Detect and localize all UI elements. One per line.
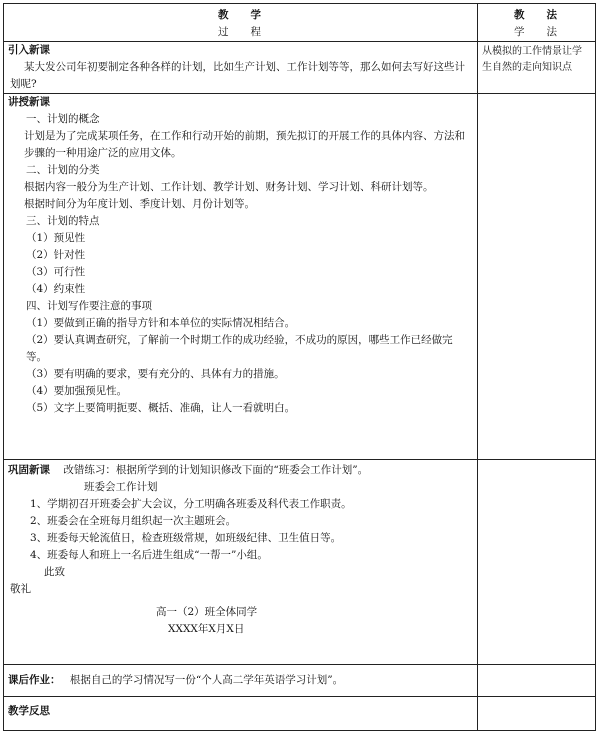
intro-text: 某大发公司年初要制定各种各样的计划，比如生产计划、工作计划等等，那么如何去写好这些计划呢? <box>10 61 465 90</box>
homework-text: 根据自己的学习情况写一份“个人高二学年英语学习计划”。 <box>69 674 344 686</box>
reflection-method-cell <box>478 697 596 731</box>
consolidate-row <box>4 460 596 665</box>
teach-line: （4）要加强预见性。 <box>26 385 128 397</box>
homework-method-cell <box>478 665 596 697</box>
teach-title: 讲授新课 <box>8 96 50 108</box>
intro-title: 引入新课 <box>8 44 50 56</box>
plan-item: 2、班委会在全班每月组织起一次主题班会。 <box>30 515 237 527</box>
lesson-plan-page <box>3 3 595 731</box>
homework-cell <box>4 665 478 697</box>
plan-item: 1、学期初召开班委会扩大会议，分工明确各班委及科代表工作职责。 <box>30 498 352 510</box>
teach-line: （3）可行性 <box>26 266 86 278</box>
header-method-cell <box>478 4 596 42</box>
homework-row <box>4 665 596 697</box>
consolidate-title: 巩固新课 <box>8 464 50 476</box>
reflection-title: 教学反思 <box>8 705 50 717</box>
plan-item: 4、班委每人和班上一名后进生组成“一帮一”小组。 <box>30 549 268 561</box>
teach-line: 根据内容一般分为生产计划、工作计划、教学计划、财务计划、学习计划、科研计划等。 <box>24 181 434 193</box>
teach-line: 一、计划的概念 <box>26 113 100 125</box>
intro-row <box>4 42 596 94</box>
teach-line: 三、计划的特点 <box>26 215 100 227</box>
plan-closing-2: 敬礼 <box>10 583 31 595</box>
teach-line: 四、计划写作要注意的事项 <box>26 300 152 312</box>
teach-row <box>4 94 596 460</box>
teach-line: （1）预见性 <box>26 232 86 244</box>
teach-line: （2）针对性 <box>26 249 86 261</box>
consolidate-task: 改错练习：根据所学到的计划知识修改下面的“班委会工作计划”。 <box>63 464 369 476</box>
plan-doc-title: 班委会工作计划 <box>84 481 158 493</box>
reflection-cell <box>4 697 478 731</box>
teach-line: （1）要做到正确的指导方针和本单位的实际情况相结合。 <box>26 317 296 329</box>
consolidate-method-cell <box>478 460 596 665</box>
intro-cell <box>4 42 478 94</box>
plan-signature: 高一（2）班全体同学 <box>156 606 258 618</box>
plan-item: 3、班委每天轮流值日，检查班级常规，如班级纪律、卫生值日等。 <box>30 532 342 544</box>
header-col2-line1: 教法 <box>514 9 579 21</box>
plan-closing-1: 此致 <box>44 566 65 578</box>
header-process-cell <box>4 4 478 42</box>
teach-cell <box>4 94 478 460</box>
header-row <box>4 4 596 42</box>
lesson-plan-table <box>3 3 596 731</box>
intro-method-text: 从模拟的工作情景让学生自然的走向知识点 <box>482 46 582 73</box>
teach-line: （4）约束性 <box>26 283 86 295</box>
homework-title: 课后作业： <box>8 674 61 686</box>
teach-line: （2）要认真调查研究，了解前一个时期工作的成功经验，不成功的原因，哪些工作已经做完等。 <box>26 334 453 363</box>
teach-line: 二、计划的分类 <box>26 164 100 176</box>
header-col2-line2: 学法 <box>514 26 579 38</box>
header-col1-line2: 过程 <box>218 26 283 38</box>
teach-line: （5）文字上要简明扼要、概括、准确，让人一看就明白。 <box>26 402 296 414</box>
header-col1-line1: 教学 <box>218 9 283 21</box>
intro-method-cell <box>478 42 596 94</box>
teach-line: 计划是为了完成某项任务，在工作和行动开始的前期，预先拟订的开展工作的具体内容、方法和步骤的一种用途广泛的应用文体。 <box>24 130 465 159</box>
teach-line: （3）要有明确的要求，要有充分的、具体有力的措施。 <box>26 368 285 380</box>
plan-date: XXXX年X月X日 <box>168 623 245 635</box>
consolidate-cell <box>4 460 478 665</box>
homework-line <box>4 672 477 689</box>
teach-method-cell <box>478 94 596 460</box>
reflection-row <box>4 697 596 731</box>
consolidate-header <box>4 460 477 479</box>
teach-line: 根据时间分为年度计划、季度计划、月份计划等。 <box>24 198 255 210</box>
